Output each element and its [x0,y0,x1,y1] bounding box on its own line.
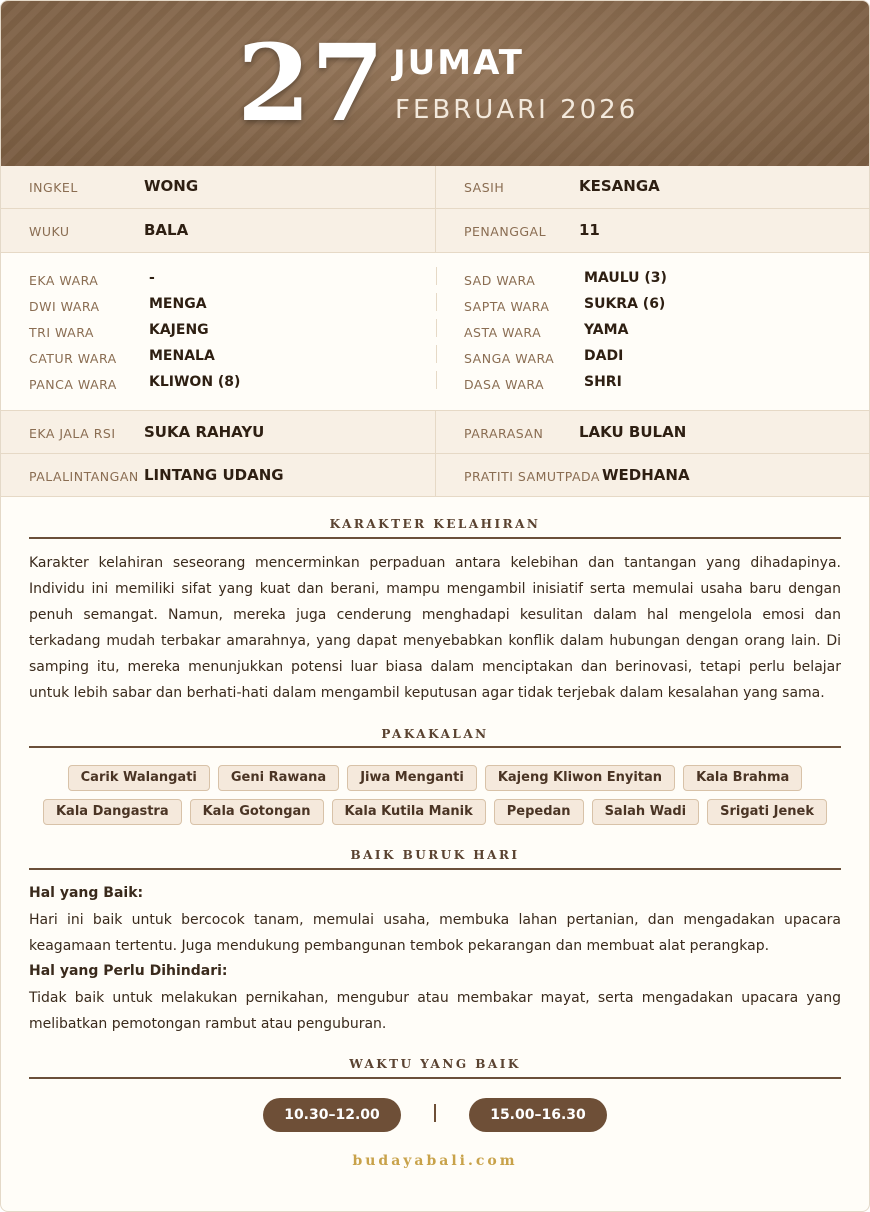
catur-wara-label: CATUR WARA [29,351,117,366]
wara-block [1,253,869,411]
sanga-wara-value: DADI [584,348,624,364]
pakakalan-rule [29,746,841,748]
day-name: JUMAT [393,43,524,83]
month-year: FEBRUARI 2026 [395,95,639,125]
row-divider [435,454,436,496]
ingkel-label: INGKEL [29,180,78,195]
eka-wara-value: - [149,270,155,286]
time-separator [434,1104,436,1122]
info-row-ingkel [1,166,869,209]
pakakalan-chip: Kajeng Kliwon Enyitan [485,765,675,791]
karakter-title: KARAKTER KELAHIRAN [329,517,541,531]
sasih-value: KESANGA [579,177,660,195]
ingkel-value: WONG [144,177,199,195]
sad-wara-label: SAD WARA [464,273,536,288]
pakakalan-chip: Salah Wadi [592,799,700,825]
eka-jala-rsi-label: EKA JALA RSI [29,426,116,441]
day-number: 27 [237,20,385,145]
footer-site: budayabali.com [352,1153,518,1169]
pakakalan-chip: Geni Rawana [218,765,339,791]
sapta-wara-value: SUKRA (6) [584,296,666,312]
palalintangan-value: LINTANG UDANG [144,466,284,484]
good-text: Hari ini baik untuk bercocok tanam, memulai usaha, membuka lahan pertanian, dan mengadakan upacara keagamaan tertentu. Juga mendukung pembangunan tembok pekarangan dan membuat alat perangkap. [29,912,841,954]
pararasan-label: PARARASAN [464,426,544,441]
sad-wara-value: MAULU (3) [584,270,667,286]
waktu-title: WAKTU YANG BAIK [349,1057,521,1071]
tri-wara-value: KAJENG [149,322,209,338]
karakter-rule [29,537,841,539]
pakakalan-chip: Kala Dangastra [43,799,182,825]
wuku-label: WUKU [29,224,70,239]
dasa-wara-value: SHRI [584,374,622,390]
wara-divider [436,267,437,395]
pakakalan-chip: Kala Gotongan [190,799,324,825]
info-row-wuku [1,209,869,253]
pararasan-value: LAKU BULAN [579,423,687,441]
bad-heading: Hal yang Perlu Dihindari: [29,963,228,979]
pakakalan-chip: Kala Brahma [683,765,802,791]
penanggal-value: 11 [579,221,600,239]
baik-buruk-title: BAIK BURUK HARI [350,848,520,862]
row-divider [435,411,436,453]
asta-wara-value: YAMA [584,322,629,338]
tri-wara-label: TRI WARA [29,325,94,340]
good-heading: Hal yang Baik: [29,885,144,901]
pakakalan-chip: Kala Kutila Manik [332,799,486,825]
row-divider [435,166,436,208]
time-slot-afternoon: 15.00–16.30 [469,1098,607,1132]
eka-wara-label: EKA WARA [29,273,99,288]
sasih-label: SASIH [464,180,505,195]
panca-wara-value: KLIWON (8) [149,374,241,390]
panca-wara-label: PANCA WARA [29,377,117,392]
sanga-wara-label: SANGA WARA [464,351,555,366]
pakakalan-chip: Jiwa Menganti [347,765,477,791]
pakakalan-chip: Carik Walangati [68,765,210,791]
baik-buruk-rule [29,868,841,870]
pakakalan-chip: Pepedan [494,799,584,825]
pratiti-samutpada-value: WEDHANA [602,466,690,484]
eka-jala-rsi-value: SUKA RAHAYU [144,423,265,441]
wuku-value: BALA [144,221,189,239]
pakakalan-list [29,765,841,825]
dwi-wara-label: DWI WARA [29,299,100,314]
pakakalan-chip: Srigati Jenek [707,799,827,825]
sapta-wara-label: SAPTA WARA [464,299,550,314]
catur-wara-value: MENALA [149,348,215,364]
asta-wara-label: ASTA WARA [464,325,542,340]
waktu-rule [29,1077,841,1079]
karakter-text: Karakter kelahiran seseorang mencerminkan perpaduan antara kelebihan dan tantangan yang dihadapinya. Individu ini memiliki sifat yang kuat dan berani, mampu mengambil inisiatif serta memulai usaha baru dengan penuh semangat. Namun, mereka juga cenderung menghadapi kesulitan dalam hal mengelola emosi dan terkadang mudah terbakar amarahnya, yang dapat menyebabkan konflik dalam hubungan dengan orang lain. Di samping itu, mereka menunjukkan potensi luar biasa dalam menciptakan dan berinovasi, tetapi perlu belajar untuk lebih sabar dan berhati-hati dalam mengambil keputusan agar tidak terjebak dalam kesalahan yang sama. [29,555,841,701]
penanggal-label: PENANGGAL [464,224,547,239]
row-divider [435,209,436,252]
dwi-wara-value: MENGA [149,296,207,312]
pakakalan-title: PAKAKALAN [381,727,489,741]
date-header [1,1,869,166]
pratiti-samutpada-label: PRATITI SAMUTPADA [464,469,600,484]
palalintangan-label: PALALINTANGAN [29,469,139,484]
info-row-eka-jala-rsi [1,411,869,454]
dasa-wara-label: DASA WARA [464,377,545,392]
time-slot-morning: 10.30–12.00 [263,1098,401,1132]
bad-text: Tidak baik untuk melakukan pernikahan, mengubur atau membakar mayat, serta mengadakan upacara yang melibatkan pemotongan rambut atau penguburan. [29,990,841,1032]
info-row-palalintangan [1,454,869,497]
